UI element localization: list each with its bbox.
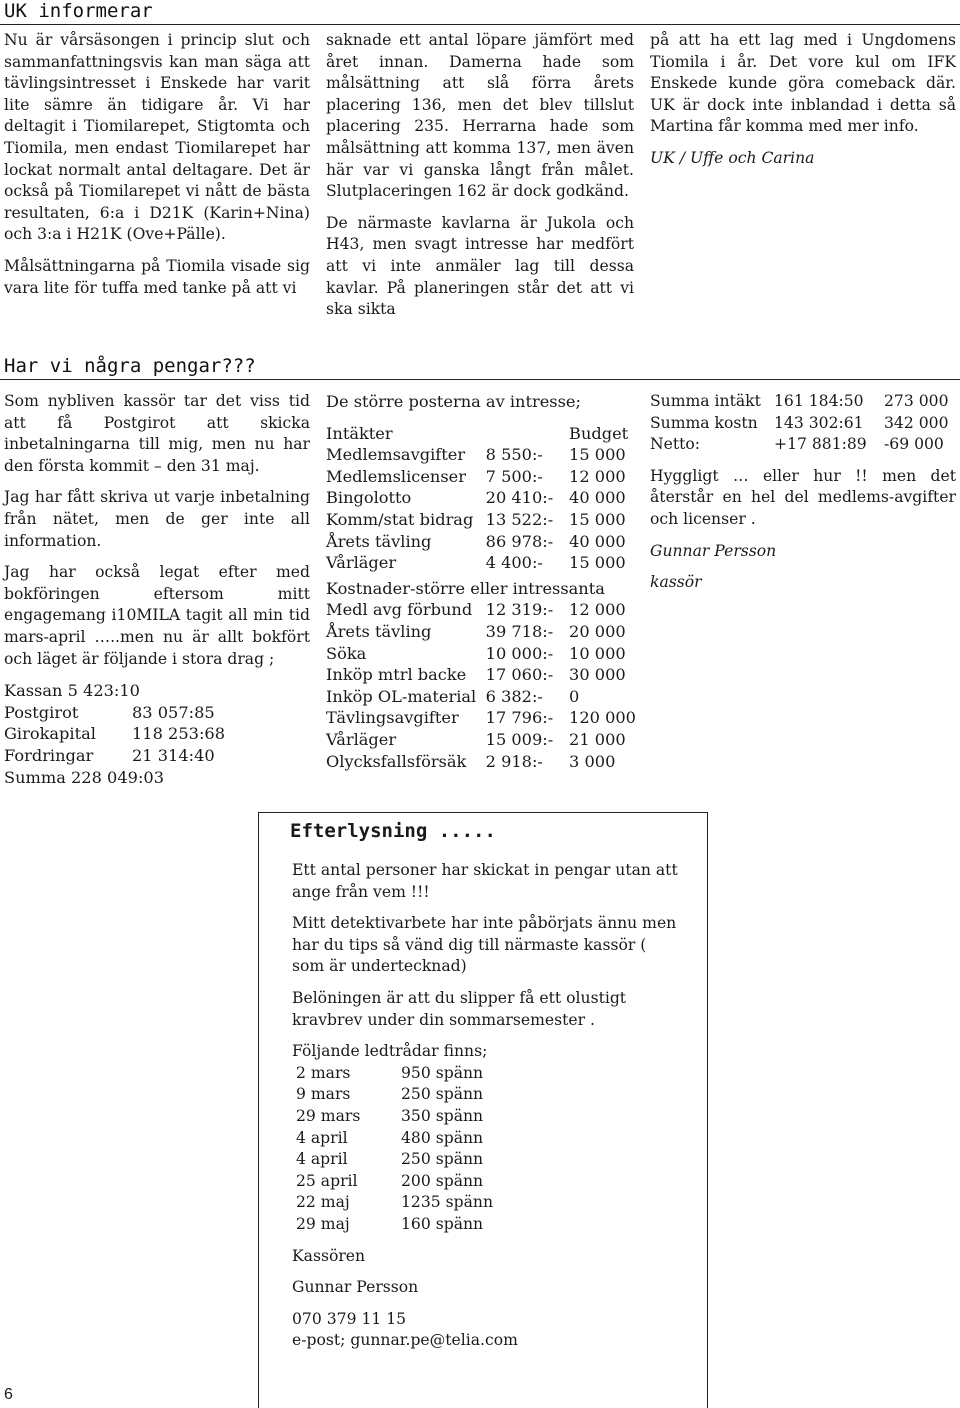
table-row: Fordringar 21 314:40 bbox=[4, 745, 215, 765]
section-rule bbox=[0, 379, 960, 380]
table-row: 4 april 250 spänn bbox=[296, 1150, 484, 1169]
table-row: Medlemsavgifter 8 550:- 15 000 bbox=[326, 445, 626, 465]
wanted-paragraph: Ett antal personer har skickat in pengar utan att ange från vem !!! bbox=[292, 861, 678, 901]
uk-paragraph: De närmaste kavlarna är Jukola och H43, men svagt intresse har medfört att vi inte anmäler lag till dessa kavlar. På planeringen står det att vi ska sikta bbox=[326, 213, 634, 319]
table-header: Intäkter Budget bbox=[326, 423, 629, 443]
wanted-text bbox=[282, 860, 682, 1352]
uk-column-2 bbox=[326, 30, 634, 331]
money-role: kassör bbox=[650, 573, 702, 592]
clues-intro: Följande ledtrådar finns; bbox=[292, 1042, 488, 1061]
income-table bbox=[326, 423, 636, 773]
wanted-email: e-post; gunnar.pe@telia.com bbox=[292, 1331, 518, 1350]
money-column-2 bbox=[326, 391, 636, 772]
money-paragraph: Jag har fått skriva ut varje inbetalning från nätet, men de ger inte all information. bbox=[4, 488, 310, 550]
uk-paragraph: Nu är vårsäsongen i princip slut och sammanfattningsvis kan man säga att tävlingsintresset i Enskede har varit lite sämre än tidigare år. Vi har deltagit i Tiomilarepet, Stigtomta och Tiomila, men endast Tiomilarepet har lockat normalt antal deltagare. Det är också på Tiomilarepet vi nått de bästa resultaten, 6:a i D21K (Karin+Nina) och 3:a i H21K (Ove+Pälle). bbox=[4, 31, 310, 244]
table-row: Summa kostn 143 302:61 342 000 bbox=[650, 413, 949, 432]
uk-paragraph: på att ha ett lag med i Ungdomens Tiomila i år. Det vore kul om IFK Enskede kunde göra comeback där. UK är dock inte inblandad i detta så Martina får komma med mer info. bbox=[650, 31, 956, 136]
table-row: Vårläger 15 009:- 21 000 bbox=[326, 729, 626, 749]
money-column-1 bbox=[4, 391, 310, 788]
table-row: Inköp OL-material 6 382:- 0 bbox=[326, 686, 580, 706]
uk-column-1 bbox=[4, 30, 310, 309]
balance-table bbox=[4, 680, 225, 788]
table-row: 29 maj 160 spänn bbox=[296, 1214, 484, 1233]
wanted-phone: 070 379 11 15 bbox=[292, 1309, 407, 1328]
table-row: Summa 228 049:03 bbox=[4, 767, 165, 787]
table-row: Netto: +17 881:89 -69 000 bbox=[650, 435, 944, 454]
table-row: 22 maj 1235 spänn bbox=[296, 1193, 494, 1212]
money-paragraph: Som nybliven kassör tar det viss tid att få Postgirot att skicka inbetalningarna till mig, men nu har den första kommit – den 31 maj. bbox=[4, 392, 310, 475]
section-rule bbox=[0, 24, 960, 25]
table-row: 29 mars 350 spänn bbox=[296, 1106, 484, 1125]
wanted-paragraph: Mitt detektivarbete har inte påbörjats ännu men har du tips så vänd dig till närmaste kassör ( som är undertecknad) bbox=[292, 914, 677, 976]
table-row: Söka 10 000:- 10 000 bbox=[326, 643, 626, 663]
table-row: Olycksfallsförsäk 2 918:- 3 000 bbox=[326, 751, 616, 771]
table-row: Vårläger 4 400:- 15 000 bbox=[326, 553, 626, 573]
table-row: Medl avg förbund 12 319:- 12 000 bbox=[326, 600, 626, 620]
money-column-3 bbox=[650, 391, 956, 604]
table-row: Kassan 5 423:10 bbox=[4, 681, 140, 701]
wanted-sign-role: Kassören bbox=[292, 1246, 366, 1265]
uk-paragraph: saknade ett antal löpare jämfört med året innan. Damerna hade som målsättning att slå förra årets placering 136, men det blev tillslut placering 235. Herrarna hade som målsättning att komma 137, men även här var vi ganska långt från målet. Slutplaceringen 162 är dock godkänd. bbox=[326, 31, 634, 201]
wanted-title: Efterlysning ..... bbox=[290, 820, 496, 842]
money-signer: Gunnar Persson bbox=[650, 541, 777, 560]
table-row: Postgirot 83 057:85 bbox=[4, 702, 215, 722]
table-row: Tävlingsavgifter 17 796:- 120 000 bbox=[326, 708, 636, 728]
posts-intro: De större posterna av intresse; bbox=[326, 392, 581, 411]
table-row: Årets tävling 86 978:- 40 000 bbox=[326, 531, 626, 551]
table-row: Girokapital 118 253:68 bbox=[4, 724, 225, 744]
section-title-uk: UK informerar bbox=[4, 0, 153, 22]
table-row: Årets tävling 39 718:- 20 000 bbox=[326, 621, 626, 641]
table-row: Inköp mtrl backe 17 060:- 30 000 bbox=[326, 665, 626, 685]
table-row: Bingolotto 20 410:- 40 000 bbox=[326, 488, 626, 508]
wanted-paragraph: Belöningen är att du slipper få ett olustigt kravbrev under din sommarsemester . bbox=[292, 988, 627, 1029]
table-row: Komm/stat bidrag 13 522:- 15 000 bbox=[326, 509, 626, 529]
money-paragraph: Jag har också legat efter med bokföringen eftersom mitt engagemang i10MILA tagit all min tid mars-april …..men nu är allt bokfört och läget är följande i stora drag ; bbox=[4, 563, 310, 668]
uk-column-3 bbox=[650, 30, 956, 180]
money-comment: Hyggligt … eller hur !! men det återstår en hel del medlems-avgifter och licenser . bbox=[650, 466, 956, 528]
clues-table bbox=[296, 1063, 493, 1236]
table-row: 2 mars 950 spänn bbox=[296, 1063, 484, 1082]
section-title-money: Har vi några pengar??? bbox=[4, 355, 256, 377]
table-row: 4 april 480 spänn bbox=[296, 1128, 484, 1147]
table-header: Kostnader-större eller intressanta bbox=[326, 578, 605, 598]
totals-table bbox=[650, 391, 948, 456]
wanted-sign-name: Gunnar Persson bbox=[292, 1278, 419, 1297]
table-row: Summa intäkt 161 184:50 273 000 bbox=[650, 392, 949, 410]
uk-paragraph: Målsättningarna på Tiomila visade sig vara lite för tuffa med tanke på att vi bbox=[4, 256, 310, 297]
table-row: Medlemslicenser 7 500:- 12 000 bbox=[326, 466, 626, 486]
clues-block bbox=[282, 1041, 682, 1352]
page-number: 6 bbox=[4, 1386, 13, 1403]
table-row: 9 mars 250 spänn bbox=[296, 1085, 484, 1104]
uk-signature: UK / Uffe och Carina bbox=[650, 148, 815, 167]
table-row: 25 april 200 spänn bbox=[296, 1171, 484, 1190]
